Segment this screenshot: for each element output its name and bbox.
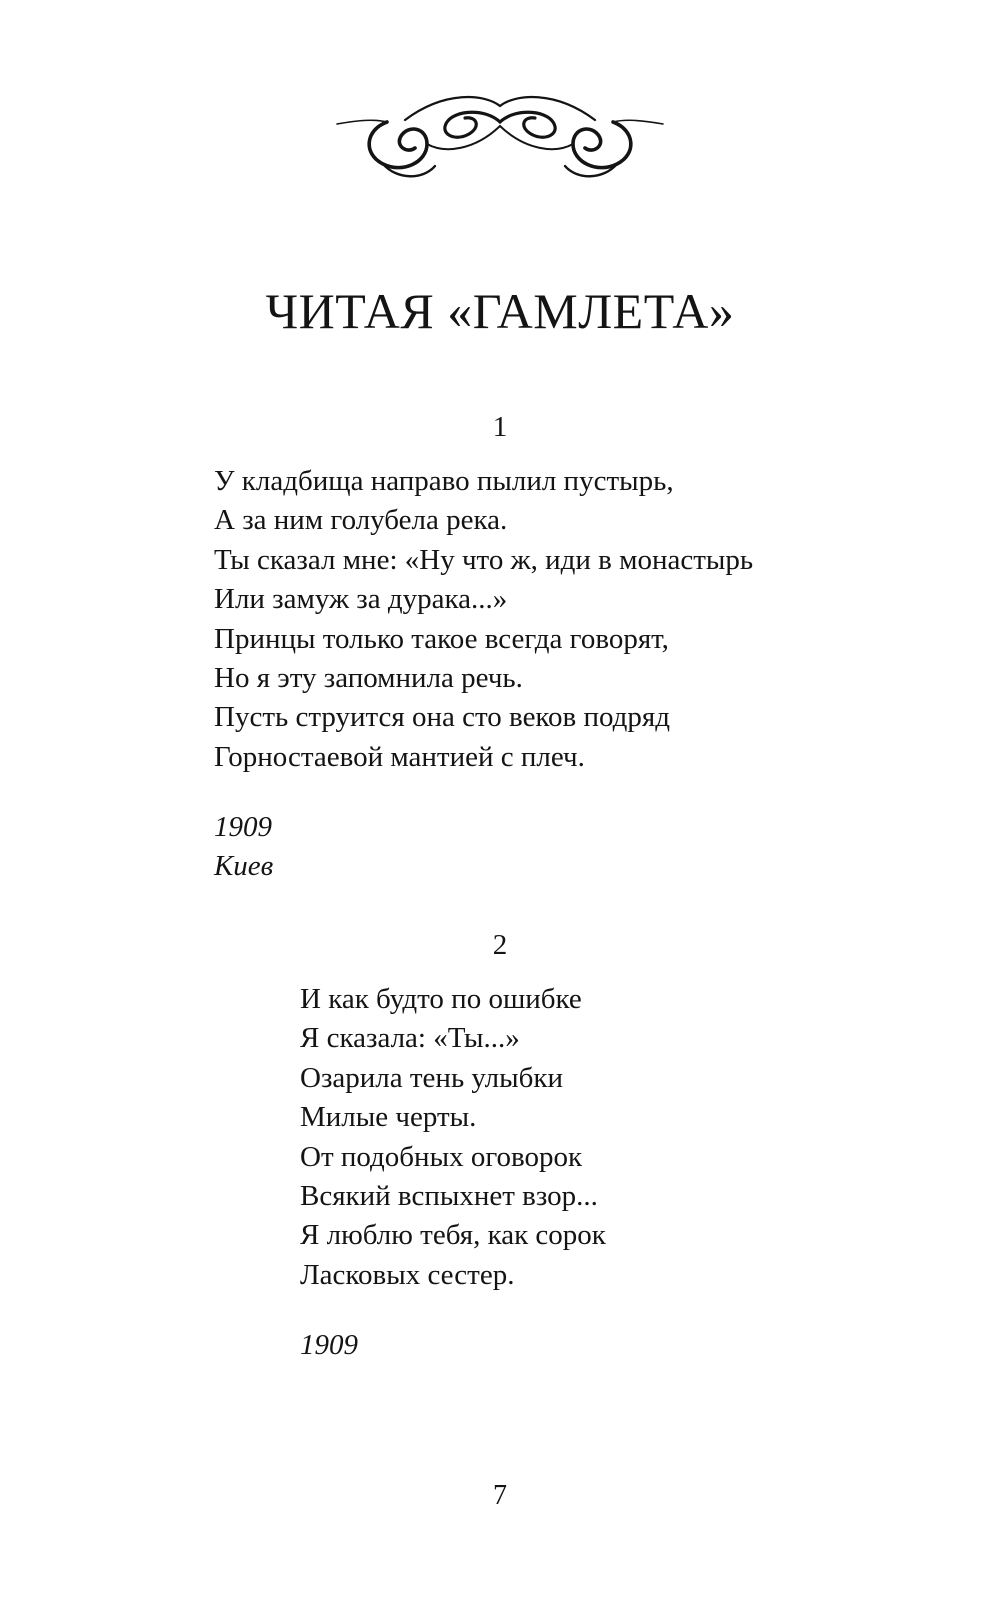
poem-line: От подобных оговорок — [300, 1140, 583, 1173]
poem-title: ЧИТАЯ «ГАМЛЕТА» — [265, 283, 735, 339]
part-number: 1 — [492, 411, 508, 443]
part-number: 2 — [492, 929, 508, 961]
poem-line: Ласковых сестер. — [300, 1258, 515, 1291]
poem-stanza — [214, 462, 753, 777]
poem-line: Я сказала: «Ты...» — [300, 1022, 520, 1055]
poem-line: Горностаевой мантией с плеч. — [214, 740, 585, 773]
poem-line: Принцы только такое всегда говорят, — [214, 622, 669, 655]
page-number: 7 — [493, 1480, 507, 1511]
poem-line: Всякий вспыхнет взор... — [300, 1180, 598, 1213]
poem-line: Ты сказал мне: «Ну что ж, иди в монастырь — [214, 543, 754, 576]
poem-place: Киев — [214, 850, 274, 882]
poem-line: А за ним голубела река. — [214, 504, 508, 537]
poem-line: Я люблю тебя, как сорок — [300, 1219, 606, 1252]
poem-line: Озарила тень улыбки — [300, 1061, 563, 1094]
poem-line: Но я эту запомнила речь. — [214, 662, 523, 695]
poem-line: И как будто по ошибке — [300, 983, 582, 1015]
poem-line: У кладбища направо пылил пустырь, — [214, 465, 674, 497]
poem-line: Милые черты. — [300, 1101, 477, 1134]
poem-line: Пусть струится она сто веков подряд — [214, 701, 671, 734]
poem-stanza — [300, 980, 606, 1295]
poem-line: Или замуж за дурака...» — [214, 583, 508, 616]
flourish-ornament-icon — [335, 92, 665, 187]
poem-date: 1909 — [300, 1329, 358, 1361]
poem-date: 1909 — [214, 811, 272, 843]
